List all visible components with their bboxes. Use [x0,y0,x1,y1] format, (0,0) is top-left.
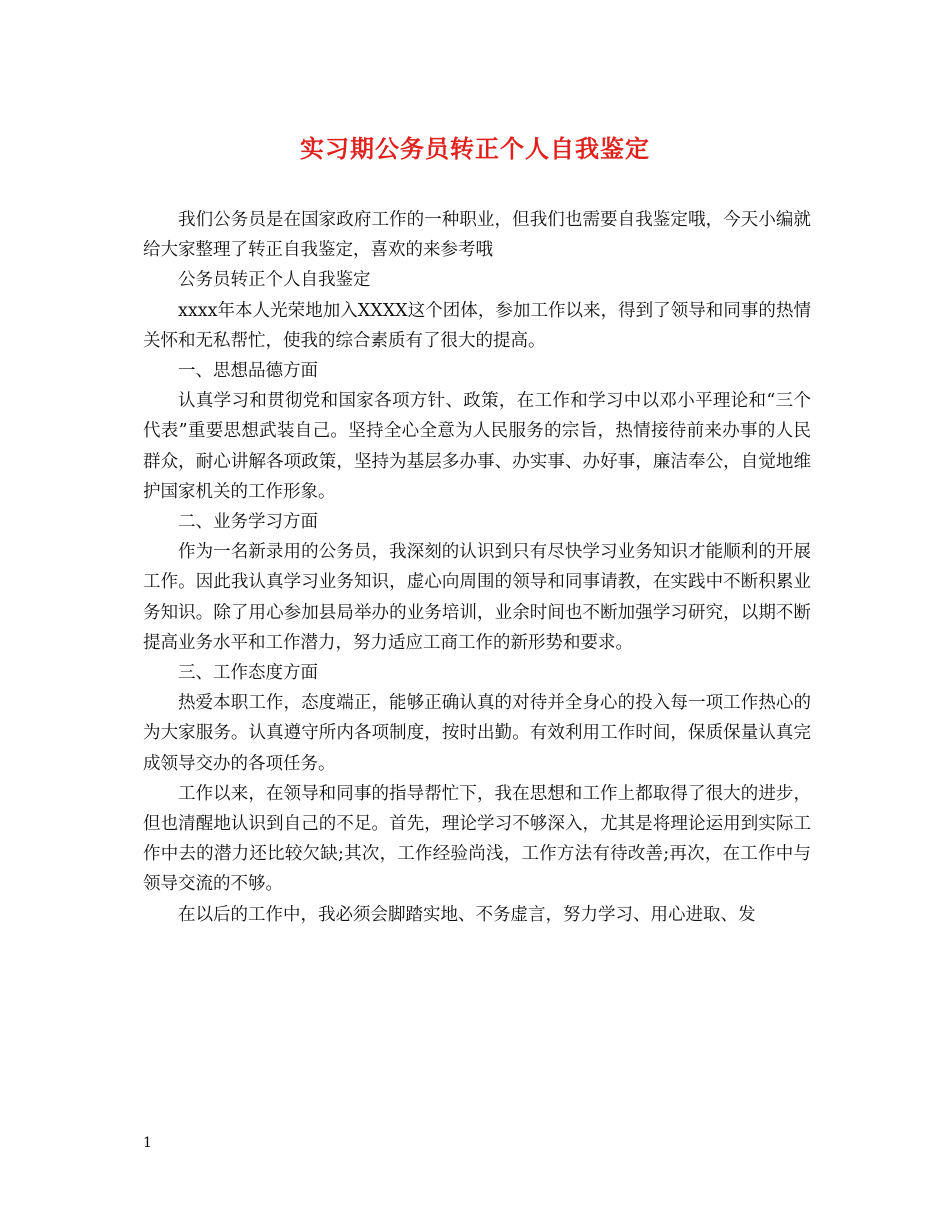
intro-paragraph: 我们公务员是在国家政府工作的一种职业，但我们也需要自我鉴定哦，今天小编就给大家整理了转正自我鉴定，喜欢的来参考哦 [143,210,811,261]
shortcomings-paragraph: 工作以来，在领导和同事的指导帮忙下，我在思想和工作上都取得了很大的进步，但也清醒地认识到自己的不足。首先，理论学习不够深入，尤其是将理论运用到实际工作中去的潜力还比较欠缺;其次，工作经验尚浅，工作方法有待改善;再次，在工作中与领导交流的不够。 [143,783,811,895]
closing-paragraph: 在以后的工作中，我必须会脚踏实地、不务虚言，努力学习、用心进取、发 [178,904,756,925]
section-heading-study: 二、业务学习方面 [178,512,318,533]
section-heading-ideology: 一、思想品德方面 [178,361,318,382]
section-heading-attitude: 三、工作态度方面 [178,663,318,684]
document-body [143,205,811,930]
ideology-paragraph: 认真学习和贯彻党和国家各项方针、政策，在工作和学习中以邓小平理论和“三个代表”重要思想武装自己。坚持全心全意为人民服务的宗旨，热情接待前来办事的人民群众，耐心讲解各项政策，坚持为基层多办事、办实事、办好事，廉洁奉公，自觉地维护国家机关的工作形象。 [143,391,811,502]
document-title: 实习期公务员转正个人自我鉴定 [300,134,650,163]
subheading-paragraph: 公务员转正个人自我鉴定 [178,270,371,291]
opening-paragraph: xxxx年本人光荣地加入XXXX这个团体，参加工作以来，得到了领导和同事的热情关怀和无私帮忙，使我的综合素质有了很大的提高。 [143,300,811,351]
study-paragraph: 作为一名新录用的公务员，我深刻的认识到只有尽快学习业务知识才能顺利的开展工作。因此我认真学习业务知识，虚心向周围的领导和同事请教，在实践中不断积累业务知识。除了用心参加县局举办的业务培训，业余时间也不断加强学习研究，以期不断提高业务水平和工作潜力，努力适应工商工作的新形势和要求。 [143,542,811,653]
attitude-paragraph: 热爱本职工作，态度端正，能够正确认真的对待并全身心的投入每一项工作热心的为大家服务。认真遵守所内各项制度，按时出勤。有效利用工作时间，保质保量认真完成领导交办的各项任务。 [143,693,811,774]
page-number: 1 [143,1135,152,1151]
